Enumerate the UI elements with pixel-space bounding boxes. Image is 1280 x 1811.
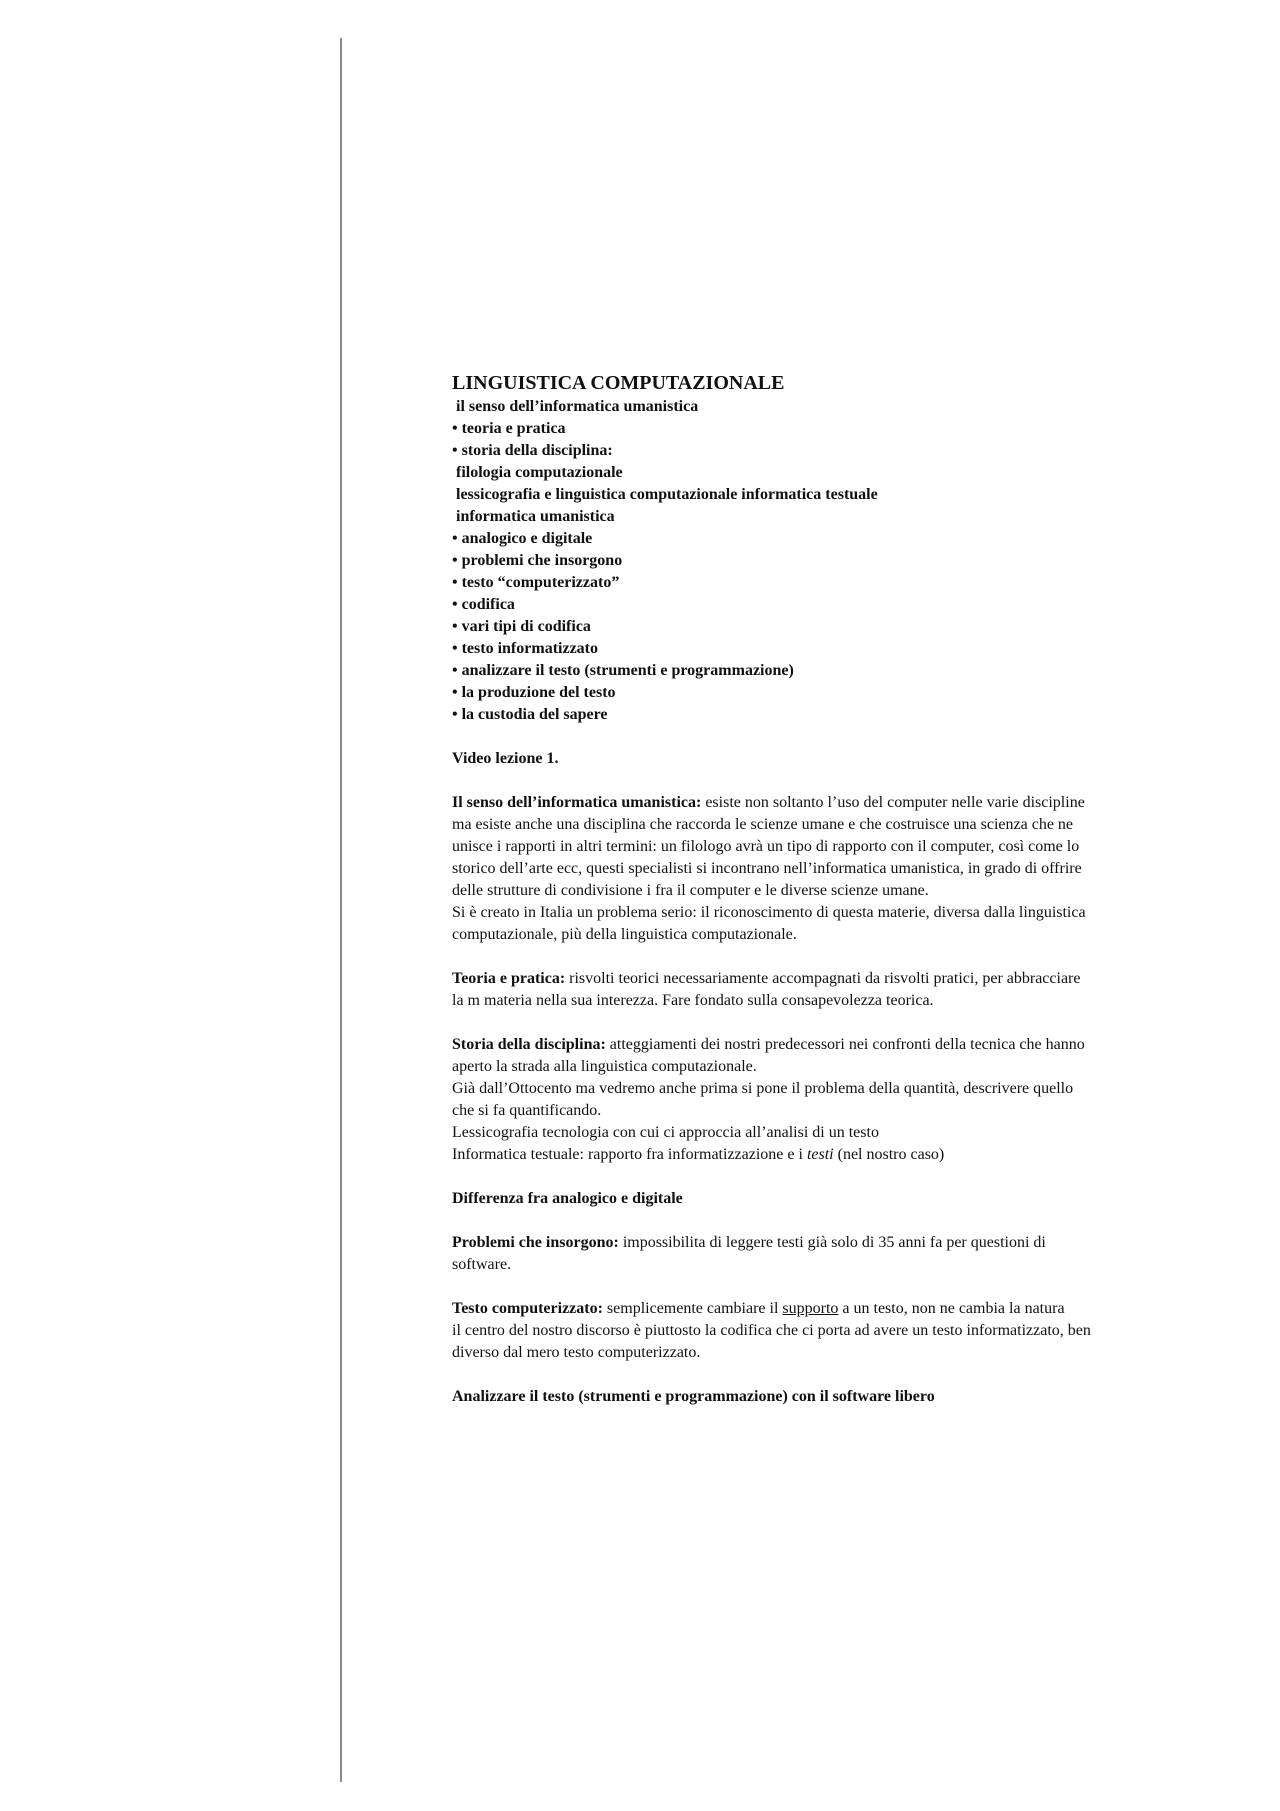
toc-item: • la produzione del testo <box>452 684 616 701</box>
paragraph-line: unisce i rapporti in altri termini: un filologo avrà un tipo di rapporto con il computer, così come lo <box>452 838 1080 855</box>
paragraph-line: che si fa quantificando. <box>452 1102 602 1119</box>
toc-item: • codifica <box>452 596 515 613</box>
page-margin-line <box>340 38 342 1782</box>
paragraph-line: Già dall’Ottocento ma vedremo anche prima si pone il problema della quantità, descrivere quello <box>452 1080 1074 1097</box>
paragraph-line: diverso dal mero testo computerizzato. <box>452 1344 701 1361</box>
paragraph-line: software. <box>452 1256 512 1273</box>
section-label: Testo computerizzato: <box>452 1300 603 1317</box>
toc-item: • analogico e digitale <box>452 530 593 547</box>
text-run: a un testo, non ne cambia la natura <box>838 1300 1065 1317</box>
section-label: Il senso dell’informatica umanistica: <box>452 794 702 811</box>
paragraph-line: storico dell’arte ecc, questi specialisti si incontrano nell’informatica umanistica, in grado di offrire <box>452 860 1082 877</box>
paragraph-line: la m materia nella sua interezza. Fare fondato sulla consapevolezza teorica. <box>452 992 934 1009</box>
document-body <box>452 370 1172 1408</box>
text-run: semplicemente cambiare il <box>602 1300 783 1317</box>
toc-item: • la custodia del sapere <box>452 706 608 723</box>
paragraph-line: computazionale, più della linguistica computazionale. <box>452 926 797 943</box>
underlined-text: supporto <box>782 1300 839 1317</box>
section-problemi <box>452 1232 1172 1276</box>
toc-item: • vari tipi di codifica <box>452 618 591 635</box>
toc-item: • testo “computerizzato” <box>452 574 620 591</box>
toc-item: informatica umanistica <box>456 508 615 525</box>
paragraph-line: aperto la strada alla linguistica computazionale. <box>452 1058 757 1075</box>
section-storia <box>452 1034 1172 1166</box>
toc-item: • storia della disciplina: <box>452 442 613 459</box>
toc-item: • testo informatizzato <box>452 640 598 657</box>
text-run: (nel nostro caso) <box>833 1146 945 1163</box>
paragraph-line: atteggiamenti dei nostri predecessori nei confronti della tecnica che hanno <box>605 1036 1085 1053</box>
toc-item: filologia computazionale <box>456 464 623 481</box>
video-lesson-heading: Video lezione 1. <box>452 750 559 767</box>
toc-item: • analizzare il testo (strumenti e programmazione) <box>452 662 794 679</box>
paragraph-line: risvolti teorici necessariamente accompagnati da risvolti pratici, per abbracciare <box>565 970 1081 987</box>
toc-item: lessicografia e linguistica computazionale informatica testuale <box>456 486 878 503</box>
toc-item: il senso dell’informatica umanistica <box>456 398 699 415</box>
paragraph-line: il centro del nostro discorso è piuttosto la codifica che ci porta ad avere un testo informatizzato, ben <box>452 1322 1091 1339</box>
paragraph-line <box>452 1144 1172 1166</box>
italic-text: testi <box>806 1146 834 1163</box>
paragraph-line: impossibilita di leggere testi già solo di 35 anni fa per questioni di <box>618 1234 1046 1251</box>
table-of-contents <box>452 396 1172 726</box>
text-run: Informatica testuale: rapporto fra informatizzazione e i <box>452 1146 807 1163</box>
paragraph-line: Lessicografia tecnologia con cui ci approccia all’analisi di un testo <box>452 1124 879 1141</box>
paragraph-line: Si è creato in Italia un problema serio: il riconoscimento di questa materie, diversa dalla linguistica <box>452 904 1086 921</box>
paragraph-line: delle strutture di condivisione i fra il computer e le diverse scienze umane. <box>452 882 929 899</box>
section-label: Problemi che insorgono: <box>452 1234 619 1251</box>
section-differenza: Differenza fra analogico e digitale <box>452 1190 683 1207</box>
toc-item: • teoria e pratica <box>452 420 566 437</box>
section-testo <box>452 1298 1172 1364</box>
section-teoria <box>452 968 1172 1012</box>
section-analizzare: Analizzare il testo (strumenti e programmazione) con il software libero <box>452 1388 935 1405</box>
section-label: Teoria e pratica: <box>452 970 566 987</box>
paragraph-line: esiste non soltanto l’uso del computer nelle varie discipline <box>701 794 1085 811</box>
toc-item: • problemi che insorgono <box>452 552 623 569</box>
section-label: Storia della disciplina: <box>452 1036 606 1053</box>
paragraph-line: ma esiste anche una disciplina che raccorda le scienze umane e che costruisce una scienza che ne <box>452 816 1074 833</box>
section-senso <box>452 792 1172 946</box>
document-title: LINGUISTICA COMPUTAZIONALE <box>452 372 785 394</box>
